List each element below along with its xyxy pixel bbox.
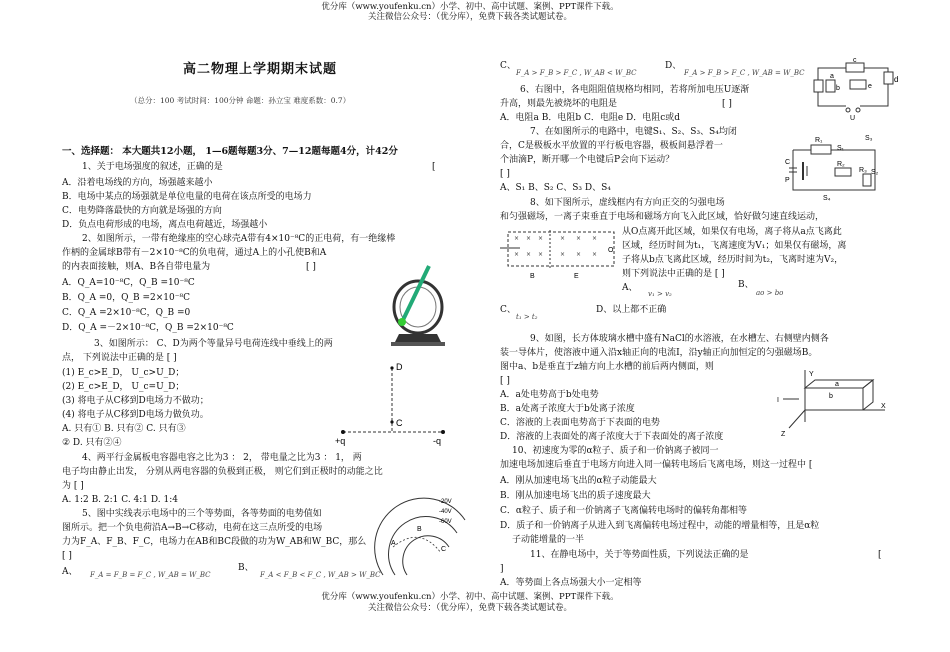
q3-fig-label-plus: +q: [335, 436, 346, 446]
q5-option-b-label: B、: [238, 563, 254, 573]
q5-figure: [375, 495, 470, 580]
q7-fig-r1: R₁: [815, 137, 823, 144]
q9-fig-i: I: [777, 397, 779, 404]
q6-fig-c: c: [853, 57, 857, 64]
q8-fig-b: B: [530, 273, 535, 280]
q3-figure: [335, 360, 450, 445]
q3-fig-label-minus: -q: [433, 436, 442, 446]
q8-stem-3: 从O点离开此区域，如果仅有电场，离子将从a点飞离此: [622, 227, 842, 237]
q1-option-c: C．电势降落最快的方向就是场强的方向: [62, 206, 222, 216]
q10-stem-1: 10、初速度为零的α粒子、质子和一价钠离子被同一: [512, 446, 719, 456]
q5-option-c-formula: F_A > F_B > F_C , W_AB < W_BC: [516, 69, 637, 77]
svg-text:×: ×: [592, 251, 598, 258]
q7-fig-r3: R₃: [859, 167, 867, 174]
q5-option-a-formula: F_A = F_B = F_C , W_AB = W_BC: [90, 571, 211, 579]
q9-fig-z: Z: [781, 431, 786, 438]
q8-stem-4: 区域，经历时间为t₁，飞离速度为V₁；如果仅有磁场，离: [622, 241, 847, 251]
q9-option-a: A．a处电势高于b处电势: [500, 390, 599, 400]
q4-stem-1: 4、两平行金属板电容器电容之比为3 ： 2， 带电量之比为3 ： 1， 两: [82, 453, 362, 463]
header-line-2: 关注微信公众号：（优分库），免费下载各类试题试卷。: [367, 12, 572, 22]
q8-option-c-formula: t₁ > t₂: [516, 313, 538, 321]
q2-option-b: B．Q_A =0，Q_B =2×10⁻⁸C: [62, 293, 190, 303]
q6-stem-2: 升高，则最先被烧坏的电阻是: [500, 99, 618, 109]
q2-option-a: A．Q_A=10⁻⁸C，Q_B =10⁻⁸C: [62, 278, 195, 288]
q6-fig-e: e: [868, 83, 872, 90]
q6-figure: [810, 58, 898, 120]
q5-option-a-label: A、: [62, 567, 78, 577]
svg-text:×: ×: [592, 235, 598, 242]
q5-fig-b: B: [417, 526, 422, 533]
q3-stem-2: 点， 下列说法中正确的是 [ ]: [62, 353, 177, 363]
q8-stem-1: 8、如下图所示，虚线框内有方向正交的匀强电场: [530, 198, 725, 208]
q7-fig-s1: S₁: [837, 145, 845, 152]
q2-stem-3: 的内表面接触，则A、B各自带电量为: [62, 262, 211, 272]
q5-fig-a: A: [391, 540, 396, 547]
q9-option-d: D．溶液的上表面处的离子浓度大于下表面处的离子浓度: [500, 432, 724, 442]
svg-text:×: ×: [538, 235, 544, 242]
q2-stem-1: 2、如图所示，一带有绝缘座的空心球壳A带有4×10⁻⁸C的正电荷，有一绝缘棒: [82, 234, 396, 244]
q9-fig-y: Y: [809, 371, 814, 378]
q10-stem-2: 加速电场加速后垂直于电场方向进入同一偏转电场后飞离电场，则这一过程中 [: [500, 460, 813, 470]
q10-option-d-2: 子动能增量的一半: [512, 535, 585, 545]
q5-fig-v3: -60V: [439, 519, 452, 525]
q5-option-c-label: C、: [500, 61, 516, 71]
q7-fig-c: C: [785, 159, 791, 166]
q9-option-c: C．溶液的上表面电势高于下表面的电势: [500, 418, 660, 428]
q5-stem-2: 图所示。把一个负电荷沿A→B→C移动，电荷在这三点所受的电场: [62, 523, 323, 533]
q3-option-d: ② D. 只有②④: [62, 438, 122, 448]
q9-stem-3: 图中a、b是垂直于z轴方向上水槽的前后两内侧面，则: [500, 362, 714, 372]
q8-option-b-formula: ao > bo: [756, 289, 784, 297]
q2-stem-2: 作柄的金属球B带有－2×10⁻⁸C的负电荷，通过A上的小孔使B和A: [62, 248, 327, 258]
q7-fig-s3: S₃: [865, 135, 873, 142]
q2-option-c: C．Q_A =2×10⁻⁸C，Q_B =0: [62, 308, 191, 318]
svg-text:×: ×: [526, 235, 532, 242]
q8-option-c-label: C、: [500, 305, 516, 315]
q7-bracket: [ ]: [500, 169, 510, 179]
svg-text:×: ×: [576, 235, 582, 242]
q8-option-a-label: A、: [622, 283, 638, 293]
q8-fig-e: E: [574, 273, 579, 280]
q4-stem-3: 为 [ ]: [62, 481, 84, 491]
q9-figure: [775, 368, 890, 438]
svg-text:×: ×: [526, 251, 532, 258]
q7-stem-2: 合，C是极板水平放置的平行板电容器，极板间悬浮着一: [500, 141, 723, 151]
q6-options: A．电阻a B．电阻b C．电阻e D．电阻c或d: [500, 113, 681, 123]
q6-fig-u: U: [850, 115, 856, 122]
q6-bracket: [ ]: [722, 99, 732, 109]
q8-stem-5: 子将从b点飞离此区域，经历时间为t₂，飞离时速为V₂，: [622, 255, 844, 265]
q10-option-a: A．刚从加速电场飞出的α粒子动能最大: [500, 476, 657, 486]
footer-line-1: 优分库（www.youfenku.cn）小学、初中、高中试题、案例、PPT课件下载。: [321, 592, 619, 602]
q7-fig-r2: R₂: [837, 161, 845, 168]
q3-item-1: (1) E_c>E_D， U_c>U_D；: [62, 368, 185, 378]
q7-fig-p: P: [785, 177, 790, 184]
q7-fig-s4: S₄: [823, 195, 831, 202]
svg-text:×: ×: [538, 251, 544, 258]
paper-meta: （总分：100 考试时间：100分钟 命题：孙立宝 难度系数：0.7）: [130, 96, 351, 105]
q6-fig-b: b: [836, 85, 840, 92]
q5-stem-3: 力为F_A、F_B、F_C，电场力在AB和BC段做的功为W_AB和W_BC，那么: [62, 537, 367, 547]
svg-text:×: ×: [576, 251, 582, 258]
section-heading: 一、选择题： 本大题共12小题， 1—6题每题3分、7—12题每题4分，计42分: [62, 146, 398, 157]
q9-option-b: B．a处离子浓度大于b处离子浓度: [500, 404, 635, 414]
q9-stem-1: 9、如图，长方体玻璃水槽中盛有NaCl的水溶液，在水槽左、右侧壁内侧各: [530, 334, 829, 344]
q10-option-b: B．刚从加速电场飞出的质子速度最大: [500, 491, 651, 501]
footer-line-2: 关注微信公众号：（优分库），免费下载各类试题试卷。: [367, 603, 572, 613]
svg-text:×: ×: [514, 251, 520, 258]
q3-options-abc: A. 只有① B. 只有② C. 只有③: [62, 424, 186, 434]
header-line-1: 优分库（www.youfenku.cn）小学、初中、高中试题、案例、PPT课件下载。: [321, 2, 619, 12]
q3-fig-label-c: C: [396, 418, 403, 428]
q2-bracket: [ ]: [306, 262, 316, 272]
q5-fig-v1: -20V: [439, 499, 452, 505]
q11-bracket-close: ]: [500, 564, 504, 574]
q5-fig-v2: -40V: [439, 509, 452, 515]
q10-option-d-1: D．质子和一价钠离子从进入到飞离偏转电场过程中，动能的增量相等，且是α粒: [500, 521, 820, 531]
q8-figure: [500, 226, 618, 282]
q7-figure: [785, 130, 885, 202]
q10-option-c: C．α粒子、质子和一价钠离子飞离偏转电场时的偏转角都相等: [500, 506, 747, 516]
q3-stem-1: 3、如图所示： C、D为两个等量异号电荷连线中垂线上的两: [94, 339, 333, 349]
q7-stem-1: 7、在如图所示的电路中，电键S₁、S₂、S₃、S₄均闭: [530, 127, 737, 137]
q5-option-d-formula: F_A > F_B > F_C , W_AB = W_BC: [684, 69, 805, 77]
q8-option-a-formula: v₁ > v₂: [648, 290, 672, 298]
q3-item-2: (2) E_c>E_D， U_c=U_D；: [62, 382, 185, 392]
q5-bracket: [ ]: [62, 551, 72, 561]
q9-fig-b: b: [829, 393, 833, 400]
q5-option-b-formula: F_A < F_B < F_C , W_AB > W_BC: [260, 571, 381, 579]
q3-item-3: (3) 将电子从C移到D电场力不做功；: [62, 396, 209, 406]
q9-stem-2: 装一导体片，使溶液中通入沿x轴正向的电流I，沿y轴正向加恒定的匀强磁场B。: [500, 348, 818, 358]
q3-fig-label-d: D: [396, 362, 403, 372]
q2-option-d: D．Q_A =－2×10⁻⁸C，Q_B =2×10⁻⁸C: [62, 323, 234, 333]
svg-text:×: ×: [560, 235, 566, 242]
q6-fig-d: d: [894, 75, 899, 84]
q8-option-b-label: B、: [738, 280, 754, 290]
q11-stem: 11、在静电场中，关于等势面性质，下列说法正确的是: [530, 550, 749, 560]
q6-stem-1: 6、右图中，各电阻阻值规格均相同，若将所加电压U逐渐: [520, 85, 750, 95]
q5-stem-1: 5、图中实线表示电场中的三个等势面，各等势面的电势值如: [82, 509, 322, 519]
q1-stem: 1、关于电场强度的叙述，正确的是: [82, 162, 223, 172]
q6-fig-a: a: [830, 73, 834, 80]
svg-text:×: ×: [560, 251, 566, 258]
q8-stem-2: 和匀强磁场，一离子束垂直于电场和磁场方向飞入此区域，恰好做匀速直线运动，: [500, 212, 825, 222]
q1-option-a: A．沿着电场线的方向，场强越来越小: [62, 178, 213, 188]
q8-fig-o: O: [608, 247, 614, 254]
q4-stem-2: 电子均由静止出发， 分别从两电容器的负极到正极， 则它们到正极时的动能之比: [62, 467, 383, 477]
q9-bracket: [ ]: [500, 376, 510, 386]
svg-text:×: ×: [514, 235, 520, 242]
q5-fig-c: C: [441, 546, 447, 553]
q11-bracket-open: [: [878, 550, 882, 560]
q3-item-4: (4) 将电子从C移到D电场力做负功。: [62, 410, 209, 420]
q11-option-a: A．等势面上各点场强大小一定相等: [500, 578, 642, 588]
q4-options: A. 1:2 B. 2:1 C. 4:1 D. 1:4: [62, 495, 178, 505]
q2-figure: [385, 262, 455, 348]
q5-option-d-label: D、: [665, 61, 682, 71]
q8-stem-6: 则下列说法中正确的是 [ ]: [622, 269, 725, 279]
q1-option-b: B．电场中某点的场强就是单位电量的电荷在该点所受的电场力: [62, 192, 312, 202]
q7-stem-3: 个油滴P，断开哪一个电键后P会向下运动？: [500, 155, 675, 165]
q8-option-d: D、以上都不正确: [596, 305, 667, 315]
page-title: 高二物理上学期期末试题: [183, 62, 338, 77]
q9-fig-a: a: [835, 381, 839, 388]
q9-fig-x: X: [881, 403, 886, 410]
q7-fig-s2: S₂: [871, 169, 879, 176]
q1-option-d: D．负点电荷形成的电场，离点电荷越近，场强越小: [62, 220, 268, 230]
q7-options: A、S₁ B、S₂ C、S₃ D、S₄: [500, 183, 611, 193]
q1-bracket: [: [432, 162, 436, 172]
